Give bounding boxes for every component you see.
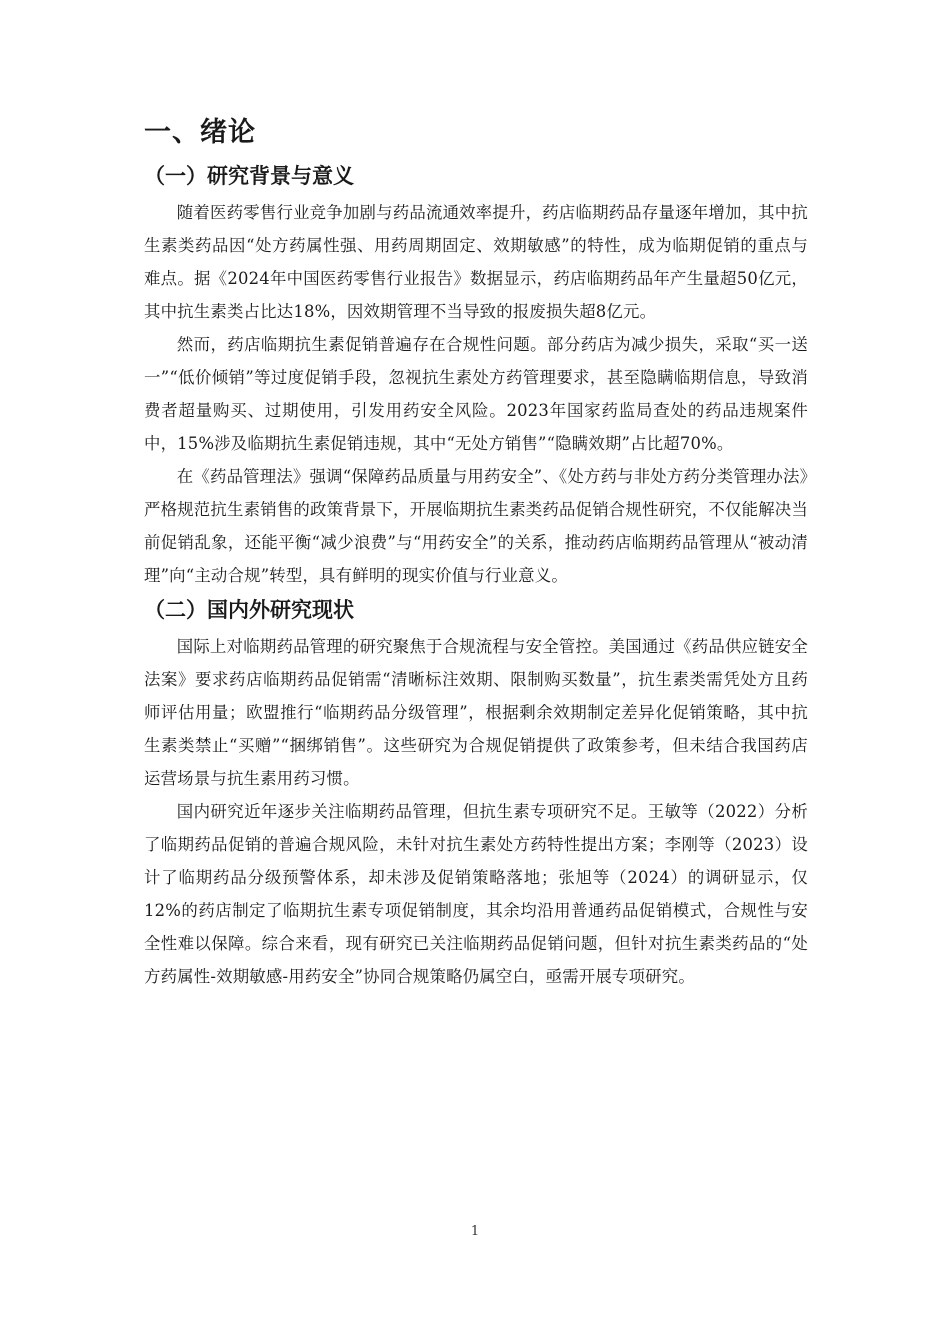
section-heading: （一）研究背景与意义: [144, 164, 354, 188]
paragraph: 国际上对临期药品管理的研究聚焦于合规流程与安全管控。美国通过《药品供应链安全法案》要求药店临期药品促销需“清晰标注效期、限制购买数量”，抗生素类需凭处方且药师评估用量；欧盟推行“临期药品分级管理”，根据剩余效期制定差异化促销策略，其中抗生素类禁止“买赠”“捆绑销售”。这些研究为合规促销提供了政策参考，但未结合我国药店运营场景与抗生素用药习惯。: [144, 637, 808, 788]
paragraph: 随着医药零售行业竞争加剧与药品流通效率提升，药店临期药品存量逐年增加，其中抗生素类药品因“处方药属性强、用药周期固定、效期敏感”的特性，成为临期促销的重点与难点。据《2024年中国医药零售行业报告》数据显示，药店临期药品年产生量超50亿元，其中抗生素类占比达18%，因效期管理不当导致的报废损失超8亿元。: [144, 203, 808, 321]
section-research-status: [144, 592, 808, 993]
page-number: 1: [470, 1224, 480, 1239]
paragraph: 国内研究近年逐步关注临期药品管理，但抗生素专项研究不足。王敏等（2022）分析了临期药品促销的普遍合规风险，未针对抗生素处方药特性提出方案；李刚等（2023）设计了临期药品分级预警体系，却未涉及促销策略落地；张旭等（2024）的调研显示，仅12%的药店制定了临期抗生素专项促销制度，其余均沿用普通药品促销模式，合规性与安全性难以保障。综合来看，现有研究已关注临期药品促销问题，但针对抗生素类药品的“处方药属性-效期敏感-用药安全”协同合规策略仍属空白，亟需开展专项研究。: [144, 802, 808, 986]
paragraph: 然而，药店临期抗生素促销普遍存在合规性问题。部分药店为减少损失，采取“买一送一”“低价倾销”等过度促销手段，忽视抗生素处方药管理要求，甚至隐瞒临期信息，导致消费者超量购买、过期使用，引发用药安全风险。2023年国家药监局查处的药品违规案件中，15%涉及临期抗生素促销违规，其中“无处方销售”“隐瞒效期”占比超70%。: [144, 335, 808, 453]
section-background: [144, 158, 808, 592]
page-content: [144, 112, 808, 993]
section-heading: （二）国内外研究现状: [144, 598, 354, 622]
chapter-heading: 一、绪论: [144, 117, 256, 148]
paragraph: 在《药品管理法》强调“保障药品质量与用药安全”、《处方药与非处方药分类管理办法》严格规范抗生素销售的政策背景下，开展临期抗生素类药品促销合规性研究，不仅能解决当前促销乱象，还能平衡“减少浪费”与“用药安全”的关系，推动药店临期药品管理从“被动清理”向“主动合规”转型，具有鲜明的现实价值与行业意义。: [144, 467, 808, 585]
